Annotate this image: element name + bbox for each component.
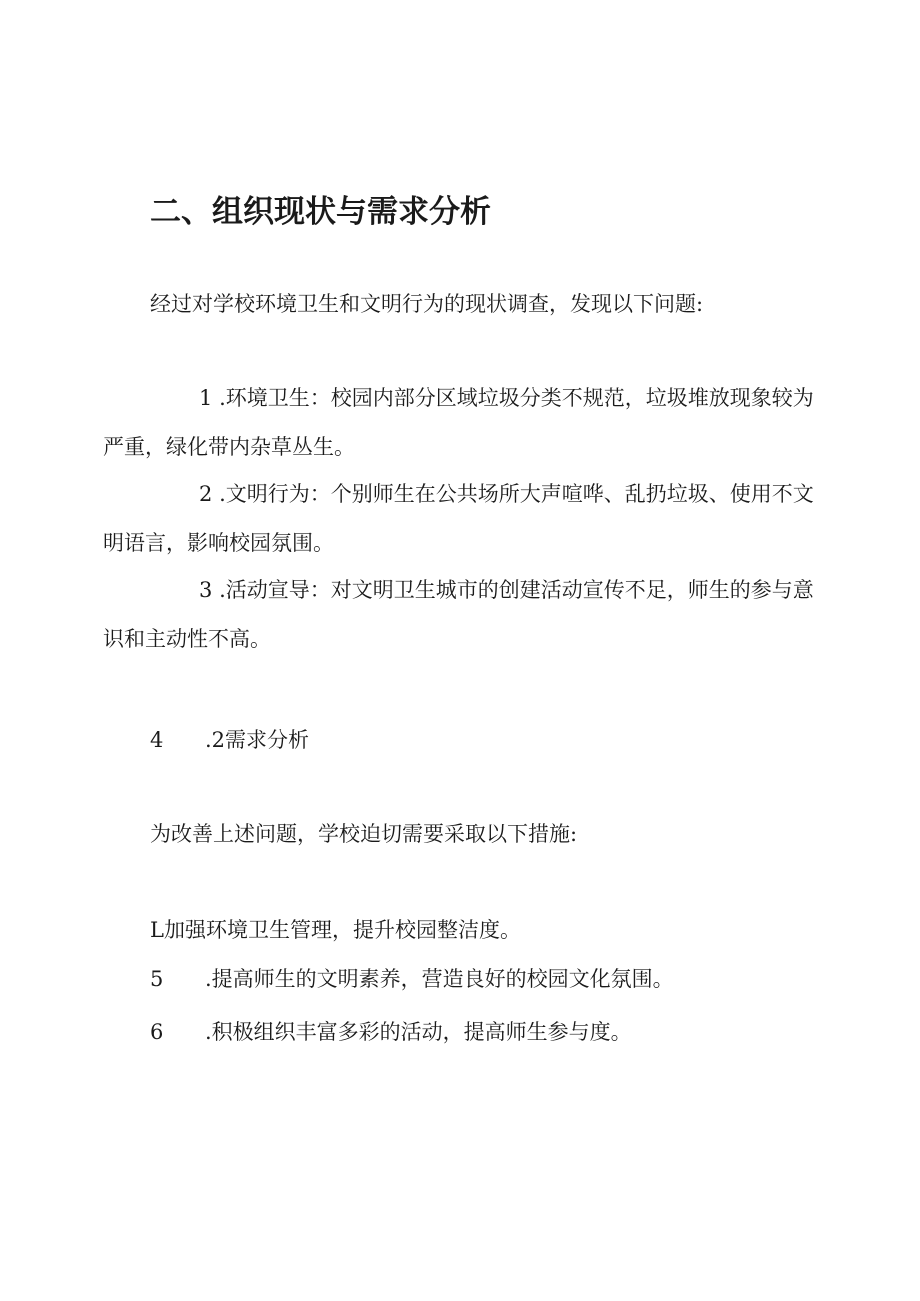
measure-text: L加强环境卫生管理，提升校园整洁度。 xyxy=(150,918,521,942)
problem-item-1 xyxy=(103,374,815,472)
problem-text: .活动宣导：对文明卫生城市的创建活动宣传不足，师生的参与意识和主动性不高。 xyxy=(103,578,814,651)
measure-item-1 xyxy=(150,906,521,955)
problem-text: .环境卫生：校园内部分区域垃圾分类不规范，垃圾堆放现象较为严重，绿化带内杂草丛生。 xyxy=(103,386,814,459)
problem-number: 2 xyxy=(199,482,213,506)
subsection-heading xyxy=(150,716,309,765)
measure-number: 5 xyxy=(150,967,164,991)
intro-paragraph: 经过对学校环境卫生和文明行为的现状调查，发现以下问题: xyxy=(150,292,704,316)
measure-number: 6 xyxy=(150,1020,164,1044)
measure-text: .积极组织丰富多彩的活动，提高师生参与度。 xyxy=(205,1020,632,1044)
measure-item-3 xyxy=(150,1008,632,1057)
measure-text: .提高师生的文明素养，营造良好的校园文化氛围。 xyxy=(205,967,674,991)
problem-number: 1 xyxy=(199,386,213,410)
subsection-number: 4 xyxy=(150,728,164,752)
problem-item-2 xyxy=(103,470,815,568)
problem-text: .文明行为：个别师生在公共场所大声喧哗、乱扔垃圾、使用不文明语言，影响校园氛围。 xyxy=(103,482,814,555)
section-heading: 二、组织现状与需求分析 xyxy=(150,194,491,230)
problem-number: 3 xyxy=(199,578,213,602)
problem-item-3 xyxy=(103,566,815,664)
subsection-title: .2需求分析 xyxy=(205,728,310,752)
measure-item-2 xyxy=(150,955,674,1004)
intro2-paragraph: 为改善上述问题，学校迫切需要采取以下措施: xyxy=(150,822,578,846)
